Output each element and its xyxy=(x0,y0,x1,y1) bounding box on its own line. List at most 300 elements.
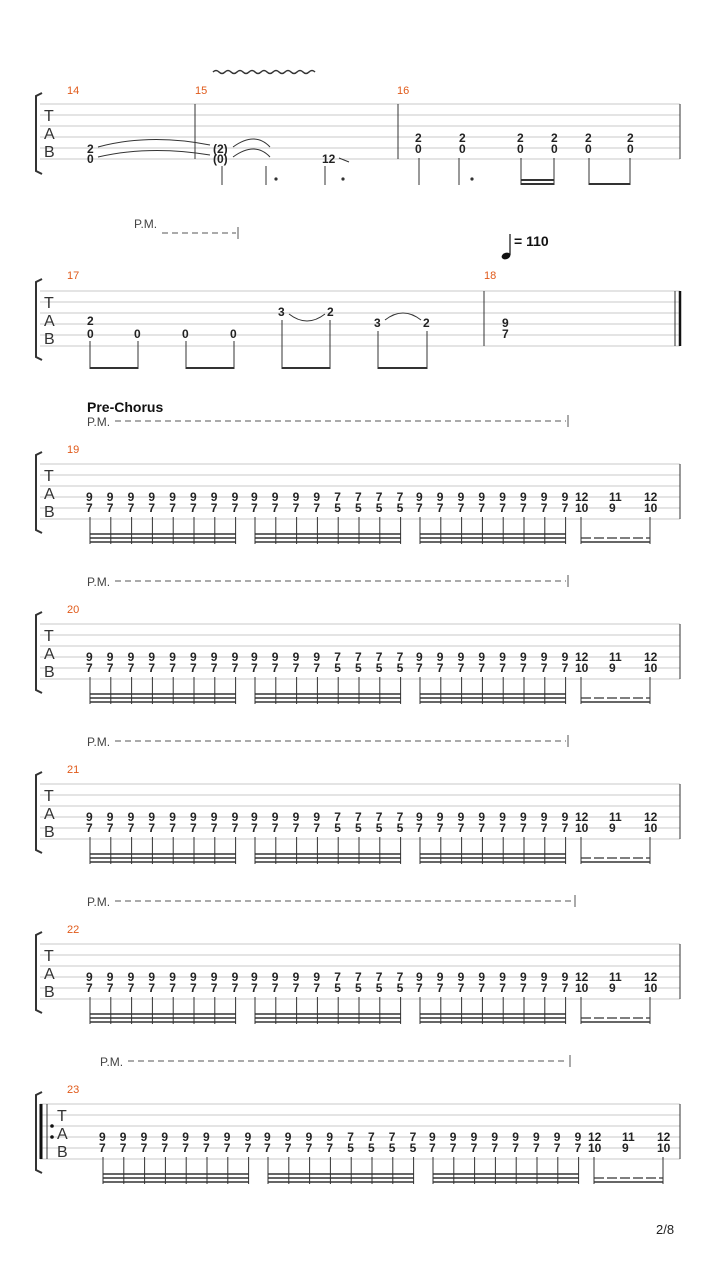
fret-number: 9 xyxy=(326,1130,334,1144)
repeat-dot xyxy=(50,1124,54,1128)
fret-number: 7 xyxy=(190,981,197,995)
tab-clef-b: B xyxy=(57,1144,68,1161)
palm-mute-label: P.M. xyxy=(87,735,111,749)
fret-number: 7 xyxy=(574,1141,582,1155)
fret-number: 9 xyxy=(609,661,616,675)
fret-number: 7 xyxy=(190,661,197,675)
fret-number: 11 xyxy=(609,970,622,984)
fret-number: 9 xyxy=(313,970,321,984)
fret-number: 7 xyxy=(540,501,548,515)
fret-number: 7 xyxy=(284,1141,292,1155)
fret-number: 7 xyxy=(169,661,176,675)
fret-number: 9 xyxy=(561,490,569,504)
fret-number: 7 xyxy=(347,1130,354,1144)
fret-number: 10 xyxy=(657,1141,671,1155)
dot xyxy=(470,177,473,180)
fret-number: 2 xyxy=(585,131,592,145)
fret-number: 5 xyxy=(396,661,404,675)
fret-number: (2) xyxy=(213,142,228,156)
fret-number: 9 xyxy=(416,650,423,664)
fret-number: 7 xyxy=(457,981,465,995)
fret-number: 9 xyxy=(106,970,114,984)
fret-number: 10 xyxy=(644,821,658,835)
fret-number: 7 xyxy=(127,981,135,995)
fret-number: 5 xyxy=(368,1141,375,1155)
fret-number: 9 xyxy=(499,810,506,824)
fret-number: 9 xyxy=(416,810,423,824)
fret-number: 12 xyxy=(657,1130,671,1144)
fret-number: 7 xyxy=(244,1141,252,1155)
fret-number: 9 xyxy=(499,970,506,984)
fret-number: 9 xyxy=(148,650,156,664)
tempo-text: = 110 xyxy=(514,233,549,249)
fret-number: 0 xyxy=(415,142,422,156)
fret-number: 9 xyxy=(271,650,279,664)
fret-number: 9 xyxy=(561,810,569,824)
measure-number: 15 xyxy=(195,85,208,97)
fret-number: 12 xyxy=(575,490,589,504)
fret-number: 9 xyxy=(609,821,616,835)
fret-number: 7 xyxy=(334,490,341,504)
fret-number: 9 xyxy=(127,810,135,824)
fret-number: 7 xyxy=(520,661,527,675)
fret-number: 9 xyxy=(470,1130,478,1144)
tab-clef-t: T xyxy=(44,295,54,312)
fret-number: 7 xyxy=(355,970,362,984)
fret-number: 9 xyxy=(436,650,444,664)
fret-number: 0 xyxy=(230,327,237,341)
palm-mute-label: P.M. xyxy=(87,575,111,589)
measure-number: 23 xyxy=(67,1084,80,1096)
fret-number: 7 xyxy=(313,661,321,675)
fret-number: 9 xyxy=(436,490,444,504)
fret-number: 7 xyxy=(313,821,321,835)
fret-number: 7 xyxy=(520,981,527,995)
fret-number: 9 xyxy=(127,490,135,504)
palm-mute-label: P.M. xyxy=(87,415,111,429)
fret-number: 7 xyxy=(396,650,404,664)
page-number: 2/8 xyxy=(656,1222,675,1237)
fret-number: 9 xyxy=(457,650,465,664)
fret-number: 0 xyxy=(87,152,94,166)
tab-clef-a: A xyxy=(44,126,55,143)
fret-number: 7 xyxy=(292,981,300,995)
fret-number: 12 xyxy=(575,650,589,664)
tab-clef-b: B xyxy=(44,824,55,841)
system-6 xyxy=(36,895,680,1024)
fret-number: 9 xyxy=(502,316,509,330)
fret-number: 9 xyxy=(169,490,176,504)
tab-clef-b: B xyxy=(44,664,55,681)
fret-number: 7 xyxy=(190,821,197,835)
fret-number: 9 xyxy=(244,1130,252,1144)
fret-number: 7 xyxy=(251,501,258,515)
fret-number: 9 xyxy=(520,970,527,984)
fret-number: 9 xyxy=(231,970,239,984)
palm-mute-label: P.M. xyxy=(100,1055,124,1069)
fret-number: 7 xyxy=(457,821,465,835)
tab-clef-b: B xyxy=(44,144,55,161)
fret-number: 7 xyxy=(86,821,93,835)
fret-number: 7 xyxy=(292,821,300,835)
fret-number: 10 xyxy=(575,981,589,995)
fret-number: 9 xyxy=(457,810,465,824)
fret-number: 7 xyxy=(271,661,279,675)
fret-number: 9 xyxy=(561,650,569,664)
fret-number: 7 xyxy=(375,970,383,984)
dot xyxy=(274,177,277,180)
fret-number: 0 xyxy=(551,142,558,156)
fret-number: 0 xyxy=(134,327,141,341)
fret-number: 7 xyxy=(540,821,548,835)
fret-number: 7 xyxy=(561,981,569,995)
fret-number: 7 xyxy=(182,1141,189,1155)
fret-number: 2 xyxy=(551,131,558,145)
fret-number: 11 xyxy=(609,810,622,824)
fret-number: 9 xyxy=(140,1130,148,1144)
tempo-marking xyxy=(501,233,549,261)
fret-number: 9 xyxy=(223,1130,231,1144)
fret-number: 7 xyxy=(355,810,362,824)
fret-number: 7 xyxy=(436,661,444,675)
fret-number: 7 xyxy=(436,981,444,995)
fret-number: 7 xyxy=(499,821,506,835)
fret-number: 7 xyxy=(375,810,383,824)
tab-clef-t: T xyxy=(57,1108,67,1125)
fret-number: 7 xyxy=(520,501,527,515)
fret-number: 7 xyxy=(169,981,176,995)
fret-number: 9 xyxy=(292,810,300,824)
fret-number: 2 xyxy=(327,305,334,319)
fret-number: 7 xyxy=(375,490,383,504)
fret-number: 7 xyxy=(491,1141,499,1155)
fret-number: 5 xyxy=(375,501,383,515)
fret-number: 9 xyxy=(457,970,465,984)
fret-number: 7 xyxy=(561,661,569,675)
palm-mute-label: P.M. xyxy=(87,895,111,909)
tab-clef-a: A xyxy=(44,646,55,663)
measure-number: 17 xyxy=(67,270,80,282)
fret-number: 7 xyxy=(368,1130,375,1144)
fret-number: 7 xyxy=(355,650,362,664)
fret-number: 9 xyxy=(561,970,569,984)
tab-clef-a: A xyxy=(57,1126,68,1143)
fret-number: 10 xyxy=(575,501,589,515)
fret-number: 7 xyxy=(334,650,341,664)
fret-number: 9 xyxy=(313,650,321,664)
fret-number: 9 xyxy=(86,810,93,824)
fret-number: 9 xyxy=(609,981,616,995)
fret-number: 7 xyxy=(436,821,444,835)
tie xyxy=(233,149,270,157)
fret-number: 7 xyxy=(86,981,93,995)
fret-number: 7 xyxy=(127,501,135,515)
fret-number: 7 xyxy=(540,981,548,995)
fret-number: 5 xyxy=(334,501,341,515)
fret-number: 9 xyxy=(416,490,423,504)
fret-number: 9 xyxy=(251,810,258,824)
measure-number: 22 xyxy=(67,924,80,936)
fret-number: 7 xyxy=(231,661,239,675)
fret-number: 5 xyxy=(388,1141,396,1155)
fret-number: 9 xyxy=(491,1130,499,1144)
tie xyxy=(233,139,270,147)
fret-number: 10 xyxy=(644,981,658,995)
fret-number: 7 xyxy=(533,1141,540,1155)
fret-number: 9 xyxy=(231,810,239,824)
fret-number: 5 xyxy=(396,501,404,515)
fret-number: 7 xyxy=(169,501,176,515)
fret-number: 9 xyxy=(127,970,135,984)
fret-number: 9 xyxy=(190,490,197,504)
fret-number: 9 xyxy=(182,1130,189,1144)
fret-number: 9 xyxy=(203,1130,210,1144)
fret-number: 9 xyxy=(251,650,258,664)
fret-number: 7 xyxy=(416,661,423,675)
dot xyxy=(341,177,344,180)
fret-number: 7 xyxy=(520,821,527,835)
fret-number: 7 xyxy=(106,981,114,995)
fret-number: 7 xyxy=(416,501,423,515)
fret-number: 7 xyxy=(305,1141,313,1155)
fret-number: 9 xyxy=(416,970,423,984)
measure-number: 21 xyxy=(67,764,80,776)
fret-number: 11 xyxy=(609,490,622,504)
fret-number: 9 xyxy=(540,490,548,504)
fret-number: 9 xyxy=(251,490,258,504)
fret-number: 7 xyxy=(251,821,258,835)
tab-clef-a: A xyxy=(44,313,55,330)
fret-number: 9 xyxy=(210,650,218,664)
fret-number: 5 xyxy=(375,661,383,675)
fret-number: 7 xyxy=(210,821,218,835)
fret-number: 12 xyxy=(322,152,336,166)
fret-number: 7 xyxy=(264,1141,271,1155)
fret-number: 7 xyxy=(478,501,486,515)
fret-number: 9 xyxy=(106,650,114,664)
fret-number: 9 xyxy=(436,970,444,984)
tab-clef-b: B xyxy=(44,984,55,1001)
fret-number: 9 xyxy=(429,1130,436,1144)
fret-number: 7 xyxy=(396,810,404,824)
fret-number: 7 xyxy=(409,1130,417,1144)
fret-number: 7 xyxy=(106,821,114,835)
fret-number: 7 xyxy=(499,981,506,995)
fret-number: 12 xyxy=(644,650,658,664)
fret-number: 10 xyxy=(644,501,658,515)
fret-number: 7 xyxy=(210,981,218,995)
riff-systems xyxy=(36,415,680,1184)
fret-number: 9 xyxy=(169,810,176,824)
fret-number: 7 xyxy=(231,981,239,995)
tab-clef-t: T xyxy=(44,948,54,965)
fret-number: 9 xyxy=(478,490,486,504)
fret-number: 9 xyxy=(520,810,527,824)
fret-number: (0) xyxy=(213,152,228,166)
fret-number: 9 xyxy=(271,970,279,984)
fret-number: 9 xyxy=(210,970,218,984)
vibrato-mark xyxy=(213,71,315,74)
fret-number: 7 xyxy=(457,661,465,675)
fret-number: 7 xyxy=(271,501,279,515)
section-label: Pre-Chorus xyxy=(87,399,164,415)
fret-number: 7 xyxy=(86,661,93,675)
fret-number: 9 xyxy=(271,490,279,504)
fret-number: 7 xyxy=(251,981,258,995)
fret-number: 9 xyxy=(210,810,218,824)
fret-number: 5 xyxy=(355,501,362,515)
fret-number: 9 xyxy=(553,1130,561,1144)
fret-number: 12 xyxy=(644,810,658,824)
fret-number: 5 xyxy=(355,661,362,675)
fret-number: 5 xyxy=(355,821,362,835)
tab-clef-a: A xyxy=(44,486,55,503)
fret-number: 9 xyxy=(161,1130,169,1144)
fret-number: 9 xyxy=(119,1130,127,1144)
tie xyxy=(98,150,210,157)
fret-number: 9 xyxy=(609,501,616,515)
fret-number: 7 xyxy=(210,661,218,675)
fret-number: 9 xyxy=(169,970,176,984)
fret-number: 9 xyxy=(148,810,156,824)
fret-number: 7 xyxy=(161,1141,169,1155)
fret-number: 5 xyxy=(334,981,341,995)
fret-number: 9 xyxy=(86,650,93,664)
fret-number: 9 xyxy=(540,970,548,984)
fret-number: 7 xyxy=(375,650,383,664)
fret-number: 9 xyxy=(148,970,156,984)
fret-number: 9 xyxy=(292,970,300,984)
fret-number: 7 xyxy=(561,501,569,515)
fret-number: 9 xyxy=(284,1130,292,1144)
fret-number: 12 xyxy=(644,970,658,984)
fret-number: 2 xyxy=(423,316,430,330)
system-bracket xyxy=(36,93,42,174)
fret-number: 7 xyxy=(436,501,444,515)
fret-number: 0 xyxy=(585,142,592,156)
fret-number: 7 xyxy=(119,1141,127,1155)
fret-number: 10 xyxy=(575,661,589,675)
system-4 xyxy=(36,575,680,704)
fret-number: 12 xyxy=(575,970,589,984)
fret-number: 5 xyxy=(355,981,362,995)
fret-number: 7 xyxy=(127,661,135,675)
tab-clef-a: A xyxy=(44,806,55,823)
fret-number: 5 xyxy=(409,1141,417,1155)
fret-number: 7 xyxy=(396,970,404,984)
system-5 xyxy=(36,735,680,864)
fret-number: 7 xyxy=(499,661,506,675)
tab-clef-t: T xyxy=(44,628,54,645)
fret-number: 5 xyxy=(396,981,404,995)
fret-number: 5 xyxy=(347,1141,354,1155)
fret-number: 9 xyxy=(520,650,527,664)
measure-number: 19 xyxy=(67,444,80,456)
fret-number: 9 xyxy=(499,490,506,504)
fret-number: 7 xyxy=(457,501,465,515)
fret-number: 9 xyxy=(292,490,300,504)
fret-number: 12 xyxy=(588,1130,602,1144)
fret-number: 7 xyxy=(148,501,156,515)
measure-number: 16 xyxy=(397,85,410,97)
fret-number: 9 xyxy=(190,650,197,664)
system-7 xyxy=(36,1055,680,1184)
fret-number: 7 xyxy=(271,821,279,835)
fret-number: 9 xyxy=(190,970,197,984)
fret-number: 7 xyxy=(512,1141,519,1155)
fret-number: 9 xyxy=(127,650,135,664)
fret-number: 9 xyxy=(574,1130,582,1144)
fret-number: 0 xyxy=(87,327,94,341)
fret-number: 2 xyxy=(459,131,466,145)
tie xyxy=(98,139,210,147)
fret-number: 7 xyxy=(502,327,509,341)
fret-number: 5 xyxy=(396,821,404,835)
fret-number: 7 xyxy=(470,1141,478,1155)
fret-number: 9 xyxy=(231,650,239,664)
tab-clef-t: T xyxy=(44,108,54,125)
fret-number: 9 xyxy=(264,1130,271,1144)
fret-number: 9 xyxy=(449,1130,457,1144)
fret-number: 7 xyxy=(292,661,300,675)
measure-number: 20 xyxy=(67,604,80,616)
fret-number: 7 xyxy=(210,501,218,515)
fret-number: 7 xyxy=(140,1141,148,1155)
fret-number: 9 xyxy=(512,1130,519,1144)
fret-number: 3 xyxy=(374,316,381,330)
tab-clef-b: B xyxy=(44,504,55,521)
fret-number: 7 xyxy=(271,981,279,995)
fret-number: 9 xyxy=(251,970,258,984)
fret-number: 9 xyxy=(520,490,527,504)
fret-number: 2 xyxy=(415,131,422,145)
fret-number: 9 xyxy=(540,810,548,824)
tab-clef-t: T xyxy=(44,468,54,485)
fret-number: 7 xyxy=(561,821,569,835)
tie xyxy=(385,313,421,320)
fret-number: 2 xyxy=(87,142,94,156)
fret-number: 0 xyxy=(182,327,189,341)
fret-number: 9 xyxy=(292,650,300,664)
fret-number: 5 xyxy=(375,981,383,995)
fret-number: 9 xyxy=(313,490,321,504)
fret-number: 7 xyxy=(313,981,321,995)
tab-clef-t: T xyxy=(44,788,54,805)
fret-number: 7 xyxy=(396,490,404,504)
fret-number: 9 xyxy=(540,650,548,664)
fret-number: 5 xyxy=(334,821,341,835)
fret-number: 2 xyxy=(517,131,524,145)
fret-number: 3 xyxy=(278,305,285,319)
palm-mute-label: P.M. xyxy=(134,217,158,231)
measure-number: 18 xyxy=(484,270,497,282)
system-1 xyxy=(36,71,680,186)
fret-number: 9 xyxy=(86,970,93,984)
tab-clef-b: B xyxy=(44,331,55,348)
fret-number: 9 xyxy=(106,490,114,504)
fret-number: 9 xyxy=(457,490,465,504)
fret-number: 7 xyxy=(292,501,300,515)
fret-number: 5 xyxy=(334,661,341,675)
fret-number: 7 xyxy=(251,661,258,675)
fret-number: 7 xyxy=(355,490,362,504)
tab-clef-a: A xyxy=(44,966,55,983)
fret-number: 7 xyxy=(86,501,93,515)
fret-number: 10 xyxy=(575,821,589,835)
fret-number: 0 xyxy=(459,142,466,156)
tie xyxy=(289,314,325,321)
fret-number: 7 xyxy=(231,821,239,835)
